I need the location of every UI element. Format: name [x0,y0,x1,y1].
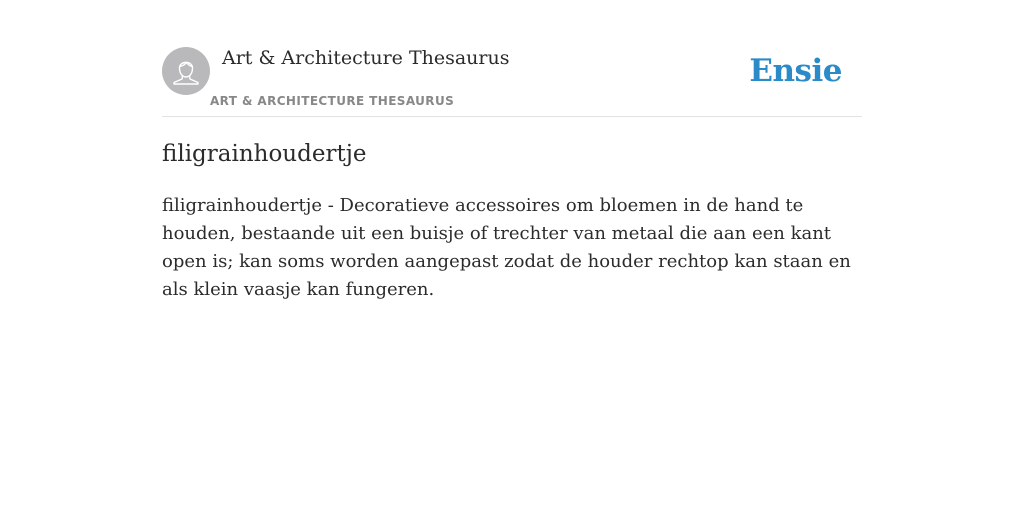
author-name[interactable]: Art & Architecture Thesaurus [222,47,510,69]
page-header [162,46,862,117]
author-avatar[interactable] [162,47,210,95]
entry-title: filigrainhoudertje [162,141,367,167]
brand-logo-link[interactable]: Ensie [749,53,842,89]
entry-definition: filigrainhoudertje - Decoratieve accessoires om bloemen in de hand te houden, bestaande uit een buisje of trechter van metaal die aan een kant open is; kan soms worden aangepast zodat de houder rechtop kan staan en als klein vaasje kan fungeren. [162,195,851,300]
author-subtitle[interactable]: ART & ARCHITECTURE THESAURUS [210,94,455,108]
user-icon [162,47,210,95]
